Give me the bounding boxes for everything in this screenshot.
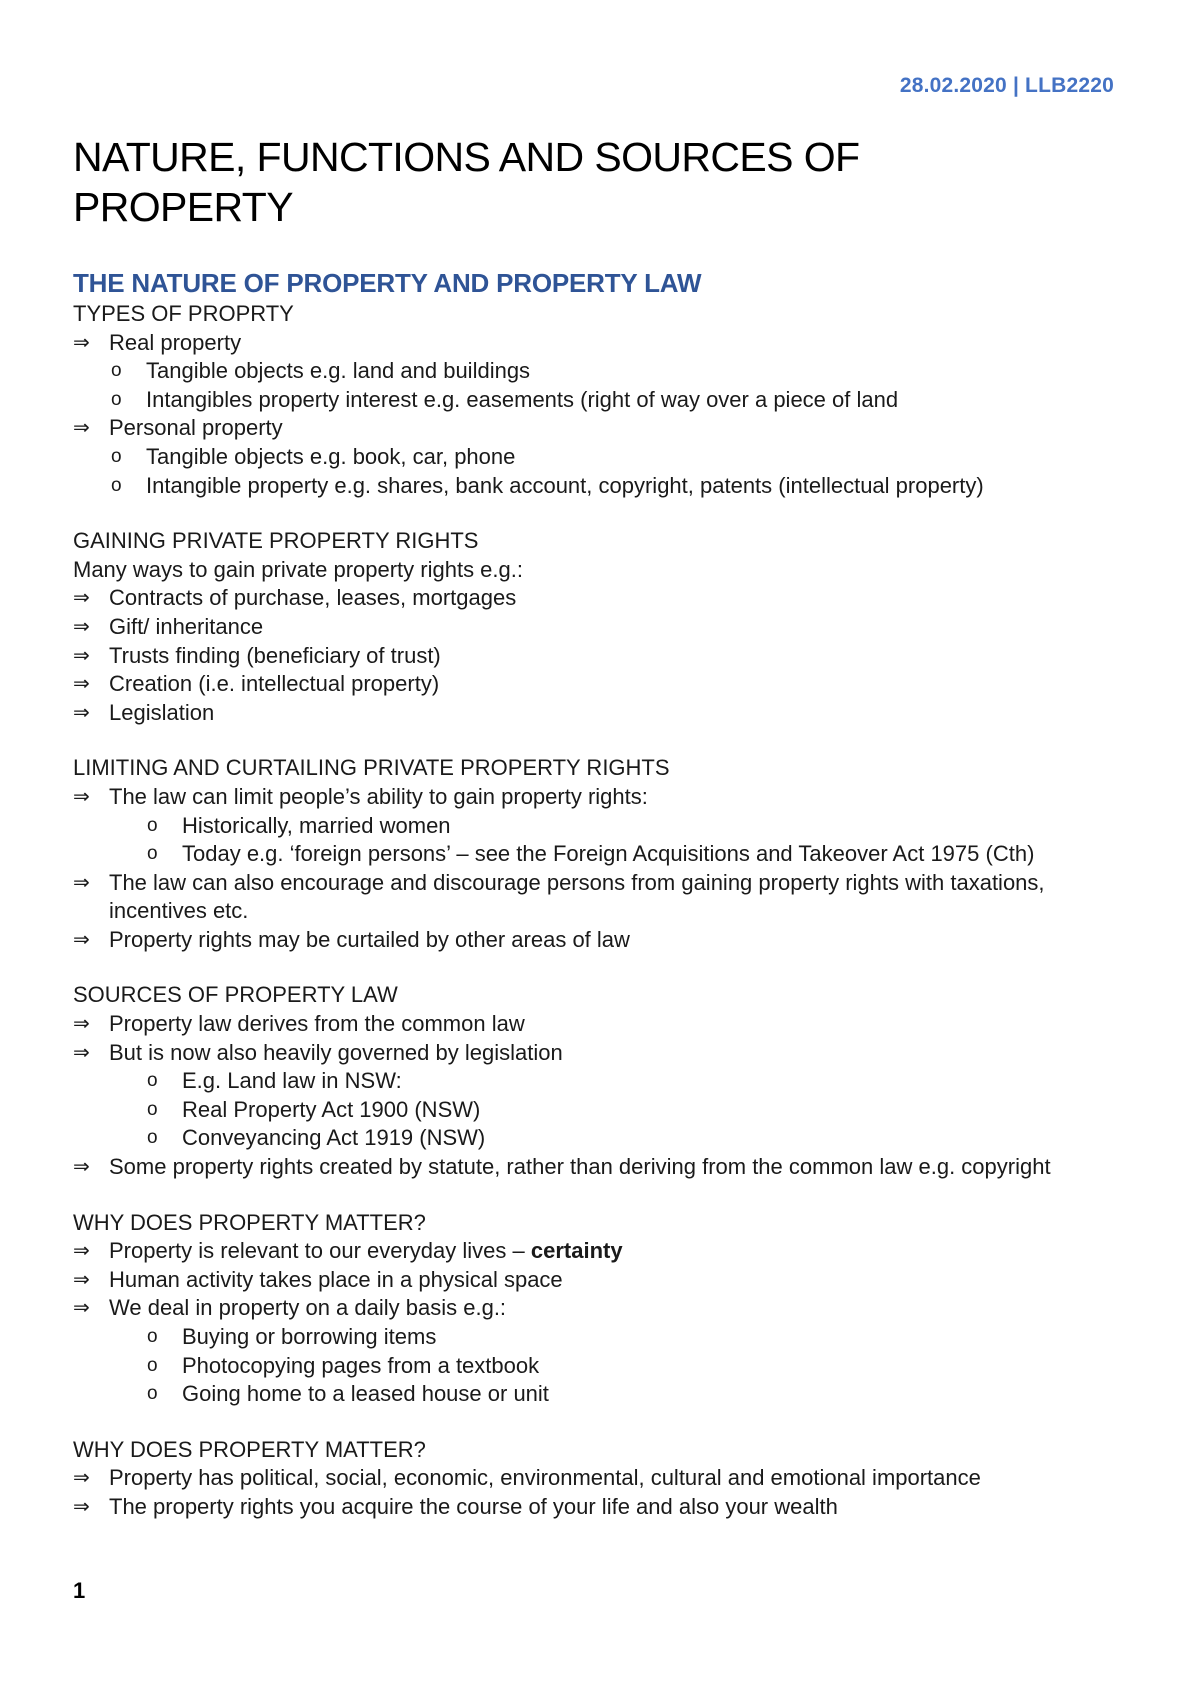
circle-bullet-icon: o (147, 1127, 158, 1149)
page-number: 1 (73, 1578, 86, 1603)
section-gap (73, 954, 1133, 981)
section-title: TYPES OF PROPRTY (73, 301, 294, 326)
bullet-text: Legislation (109, 699, 215, 725)
bullet-text: Intangible property e.g. shares, bank account, copyright, patents (intellectual property) (146, 472, 984, 498)
bullet-item (73, 1010, 1133, 1039)
arrow-bullet-icon: ⇒ (73, 701, 90, 724)
content-section (73, 300, 1133, 500)
section-intro: Many ways to gain private property rights e.g.: (73, 556, 523, 582)
arrow-bullet-icon: ⇒ (73, 417, 90, 440)
emphasis-text: certainty (530, 1238, 623, 1264)
bullet-text: Property law derives from the common law (109, 1011, 525, 1037)
bullet-text: Going home to a leased house or unit (182, 1381, 549, 1407)
circle-bullet-icon: o (111, 474, 122, 496)
bullet-item (73, 1237, 1133, 1266)
section-title: WHY DOES PROPERTY MATTER? (73, 1436, 426, 1462)
bullet-item (73, 613, 1133, 642)
circle-bullet-icon: o (111, 360, 122, 382)
arrow-bullet-icon: ⇒ (73, 644, 90, 667)
content-section (73, 527, 1133, 727)
circle-bullet-icon: o (147, 1383, 158, 1405)
bullet-text: Gift/ inheritance (109, 613, 264, 639)
arrow-bullet-icon: ⇒ (73, 1013, 90, 1036)
sub-bullet-item (73, 386, 1133, 415)
arrow-bullet-icon: ⇒ (73, 1041, 90, 1064)
content-section (73, 1436, 1133, 1522)
bullet-text: We deal in property on a daily basis e.g.: (109, 1295, 507, 1321)
arrow-bullet-icon: ⇒ (73, 1268, 90, 1291)
bullet-item (73, 642, 1133, 671)
circle-bullet-icon: o (147, 1070, 158, 1092)
arrow-bullet-icon: ⇒ (73, 785, 90, 808)
sub-bullet-item (73, 1096, 1133, 1125)
arrow-bullet-icon: ⇒ (73, 587, 90, 610)
bullet-item (73, 1493, 1133, 1522)
header-reference: 28.02.2020 | LLB2220 (899, 74, 1114, 97)
section-heading: THE NATURE OF PROPERTY AND PROPERTY LAW (73, 268, 702, 298)
arrow-bullet-icon: ⇒ (73, 1495, 90, 1518)
bullet-item (73, 1294, 1133, 1323)
arrow-bullet-icon: ⇒ (73, 1240, 90, 1263)
bullet-text: Real Property Act 1900 (NSW) (182, 1096, 481, 1122)
arrow-bullet-icon: ⇒ (73, 615, 90, 638)
bullet-text: Contracts of purchase, leases, mortgages (109, 585, 517, 611)
bullet-item (73, 926, 1133, 955)
sub-bullet-item (73, 812, 1133, 841)
bullet-item (73, 584, 1133, 613)
arrow-bullet-icon: ⇒ (73, 1156, 90, 1179)
bullet-text: Property rights may be curtailed by other areas of law (109, 926, 630, 952)
document-title: NATURE, FUNCTIONS AND SOURCES OF PROPERTY (73, 134, 860, 230)
content-section (73, 754, 1133, 954)
bullet-text: The property rights you acquire the course of your life and also your wealth (109, 1493, 838, 1519)
sub-bullet-item (73, 1124, 1133, 1153)
circle-bullet-icon: o (147, 1354, 158, 1376)
bullet-text: Buying or borrowing items (182, 1324, 437, 1349)
document-content (73, 266, 1133, 1522)
bullet-item (73, 1153, 1133, 1182)
bullet-text: Trusts finding (beneficiary of trust) (109, 642, 441, 668)
section-gap (73, 727, 1133, 754)
bullet-text: Photocopying pages from a textbook (182, 1352, 540, 1378)
bullet-text: Real property (109, 329, 242, 355)
circle-bullet-icon: o (111, 445, 122, 467)
content-section (73, 1209, 1133, 1409)
bullet-item (73, 1039, 1133, 1068)
bullet-text: Intangibles property interest e.g. easements (right of way over a piece of land (146, 386, 899, 412)
content-section (73, 981, 1133, 1181)
circle-bullet-icon: o (147, 1098, 158, 1120)
arrow-bullet-icon: ⇒ (73, 1297, 90, 1320)
bullet-item (73, 414, 1133, 443)
sub-bullet-item (73, 840, 1133, 869)
circle-bullet-icon: o (147, 843, 158, 865)
bullet-text: Tangible objects e.g. book, car, phone (146, 443, 516, 469)
arrow-bullet-icon: ⇒ (73, 871, 90, 894)
circle-bullet-icon: o (147, 814, 158, 836)
sub-bullet-item (73, 1323, 1133, 1352)
sub-bullet-item (73, 472, 1133, 501)
section-gap (73, 1182, 1133, 1209)
bullet-item (73, 783, 1133, 812)
bullet-text: Conveyancing Act 1919 (NSW) (182, 1125, 486, 1151)
bullet-text: But is now also heavily governed by legislation (109, 1039, 563, 1065)
section-gap (73, 500, 1133, 527)
sub-bullet-item (73, 357, 1133, 386)
sub-bullet-item (73, 443, 1133, 472)
bullet-text: Historically, married women (182, 812, 451, 838)
bullet-text: Creation (i.e. intellectual property) (109, 671, 440, 697)
bullet-item (73, 699, 1133, 728)
bullet-text: Human activity takes place in a physical space (109, 1266, 563, 1292)
sections-container (73, 300, 1133, 1522)
arrow-bullet-icon: ⇒ (73, 928, 90, 951)
bullet-text: Today e.g. ‘foreign persons’ – see the Foreign Acquisitions and Takeover Act 1975 (Cth) (182, 841, 1035, 867)
bullet-text: The law can limit people’s ability to gain property rights: (109, 783, 648, 809)
bullet-text: Property is relevant to our everyday lives – (109, 1238, 531, 1264)
sub-bullet-item (73, 1352, 1133, 1381)
bullet-text: Personal property (109, 415, 283, 441)
sub-bullet-item (73, 1067, 1133, 1096)
bullet-text: The law can also encourage and discourage persons from gaining property rights with taxations, incentives etc. (109, 869, 1051, 924)
section-gap (73, 1409, 1133, 1436)
bullet-text: Some property rights created by statute, rather than deriving from the common law e.g. copyright (109, 1154, 1051, 1180)
arrow-bullet-icon: ⇒ (73, 331, 90, 354)
bullet-item (73, 670, 1133, 699)
bullet-text: E.g. Land law in NSW: (182, 1068, 402, 1094)
bullet-item (73, 869, 1133, 926)
section-title: SOURCES OF PROPERTY LAW (73, 982, 398, 1008)
section-title: GAINING PRIVATE PROPERTY RIGHTS (73, 528, 479, 554)
arrow-bullet-icon: ⇒ (73, 673, 90, 696)
bullet-item (73, 1266, 1133, 1295)
sub-bullet-item (73, 1380, 1133, 1409)
circle-bullet-icon: o (147, 1326, 158, 1347)
bullet-text: Property has political, social, economic, environmental, cultural and emotional importance (109, 1465, 981, 1491)
section-title: WHY DOES PROPERTY MATTER? (73, 1209, 426, 1235)
bullet-text: Tangible objects e.g. land and buildings (146, 358, 531, 384)
bullet-item (73, 1464, 1133, 1493)
arrow-bullet-icon: ⇒ (73, 1467, 90, 1490)
circle-bullet-icon: o (111, 388, 122, 410)
bullet-item (73, 329, 1133, 358)
section-title: LIMITING AND CURTAILING PRIVATE PROPERTY RIGHTS (73, 755, 670, 781)
